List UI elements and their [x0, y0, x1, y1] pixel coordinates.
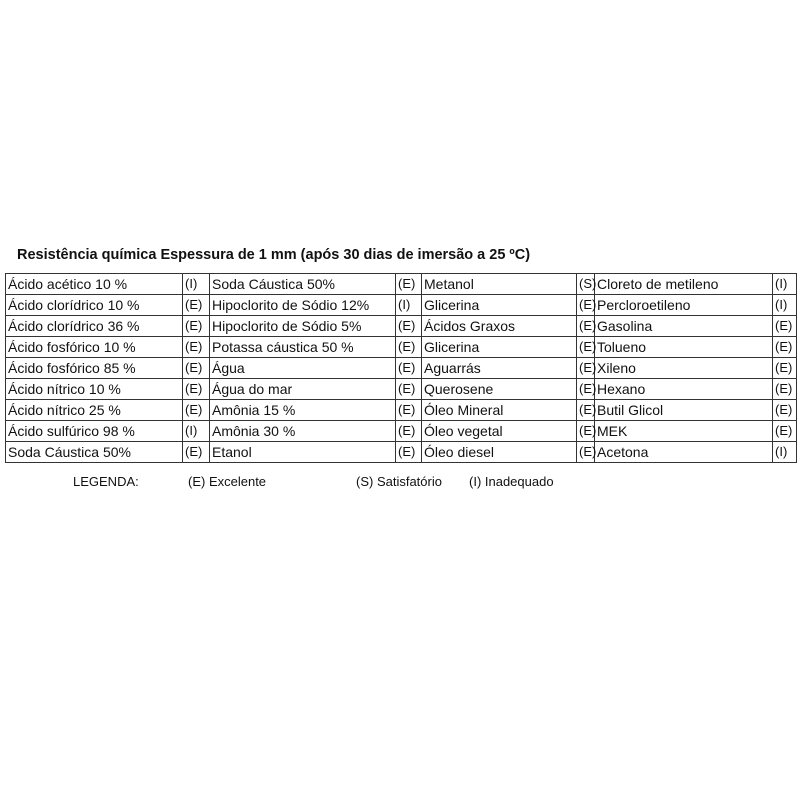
legend-label: LEGENDA: [73, 474, 139, 489]
rating-cell: (E) [396, 400, 422, 421]
rating-cell: (I) [773, 442, 797, 463]
rating-cell: (E) [577, 358, 595, 379]
chemical-cell: Amônia 30 % [210, 421, 396, 442]
chemical-cell: Acetona [595, 442, 773, 463]
rating-cell: (E) [183, 400, 210, 421]
table-row [6, 379, 797, 400]
chemical-cell: Querosene [422, 379, 577, 400]
table-row [6, 274, 797, 295]
chemical-cell: Hipoclorito de Sódio 12% [210, 295, 396, 316]
rating-cell: (E) [577, 379, 595, 400]
rating-cell: (E) [773, 358, 797, 379]
rating-cell: (E) [183, 337, 210, 358]
rating-cell: (I) [396, 295, 422, 316]
rating-cell: (E) [577, 316, 595, 337]
chemical-cell: Hipoclorito de Sódio 5% [210, 316, 396, 337]
chemical-cell: Percloroetileno [595, 295, 773, 316]
table-row [6, 442, 797, 463]
rating-cell: (E) [577, 337, 595, 358]
chemical-cell: Glicerina [422, 295, 577, 316]
table-title: Resistência química Espessura de 1 mm (após 30 dias de imersão a 25 ºC) [17, 247, 531, 263]
legend-excelente: (E) Excelente [188, 474, 267, 489]
chemical-cell: Tolueno [595, 337, 773, 358]
chemical-cell: Ácido acético 10 % [6, 274, 183, 295]
chemical-cell: Ácido clorídrico 10 % [6, 295, 183, 316]
chemical-cell: Hexano [595, 379, 773, 400]
rating-cell: (E) [183, 316, 210, 337]
rating-cell: (E) [577, 421, 595, 442]
chemical-cell: Óleo diesel [422, 442, 577, 463]
rating-cell: (E) [183, 358, 210, 379]
chemical-cell: Ácido sulfúrico 98 % [6, 421, 183, 442]
chemical-cell: Ácido clorídrico 36 % [6, 316, 183, 337]
rating-cell: (E) [577, 442, 595, 463]
rating-cell: (E) [773, 379, 797, 400]
chemical-cell: Gasolina [595, 316, 773, 337]
chemical-cell: Óleo Mineral [422, 400, 577, 421]
table-row [6, 400, 797, 421]
chemical-cell: Metanol [422, 274, 577, 295]
legend-satisfatorio: (S) Satisfatório [356, 474, 442, 489]
chemical-cell: Xileno [595, 358, 773, 379]
chemical-cell: MEK [595, 421, 773, 442]
rating-cell: (E) [183, 379, 210, 400]
table-row [6, 421, 797, 442]
chemical-cell: Aguarrás [422, 358, 577, 379]
table-row [6, 337, 797, 358]
legend-inadequado: (I) Inadequado [469, 474, 554, 489]
chemical-cell: Ácidos Graxos [422, 316, 577, 337]
chemical-cell: Etanol [210, 442, 396, 463]
rating-cell: (E) [396, 379, 422, 400]
chemical-cell: Água do mar [210, 379, 396, 400]
rating-cell: (E) [577, 400, 595, 421]
rating-cell: (E) [577, 295, 595, 316]
chemical-cell: Soda Cáustica 50% [210, 274, 396, 295]
chemical-cell: Glicerina [422, 337, 577, 358]
rating-cell: (I) [773, 274, 797, 295]
chemical-resistance-table [5, 273, 797, 463]
chemical-cell: Potassa cáustica 50 % [210, 337, 396, 358]
chemical-cell: Óleo vegetal [422, 421, 577, 442]
rating-cell: (I) [183, 421, 210, 442]
table-row [6, 295, 797, 316]
rating-cell: (S) [577, 274, 595, 295]
chemical-cell: Ácido fosfórico 10 % [6, 337, 183, 358]
chemical-cell: Ácido nítrico 10 % [6, 379, 183, 400]
chemical-cell: Água [210, 358, 396, 379]
rating-cell: (E) [183, 442, 210, 463]
rating-cell: (E) [773, 421, 797, 442]
rating-cell: (E) [773, 337, 797, 358]
rating-cell: (E) [396, 421, 422, 442]
chemical-cell: Ácido fosfórico 85 % [6, 358, 183, 379]
chemical-cell: Amônia 15 % [210, 400, 396, 421]
rating-cell: (E) [396, 274, 422, 295]
rating-cell: (E) [773, 316, 797, 337]
table-row [6, 316, 797, 337]
rating-cell: (E) [183, 295, 210, 316]
chemical-cell: Butil Glicol [595, 400, 773, 421]
table-row [6, 358, 797, 379]
rating-cell: (E) [396, 337, 422, 358]
rating-cell: (E) [396, 442, 422, 463]
chemical-cell: Soda Cáustica 50% [6, 442, 183, 463]
rating-cell: (E) [773, 400, 797, 421]
rating-cell: (E) [396, 358, 422, 379]
rating-cell: (I) [773, 295, 797, 316]
rating-cell: (E) [396, 316, 422, 337]
chemical-cell: Cloreto de metileno [595, 274, 773, 295]
rating-cell: (I) [183, 274, 210, 295]
chemical-cell: Ácido nítrico 25 % [6, 400, 183, 421]
